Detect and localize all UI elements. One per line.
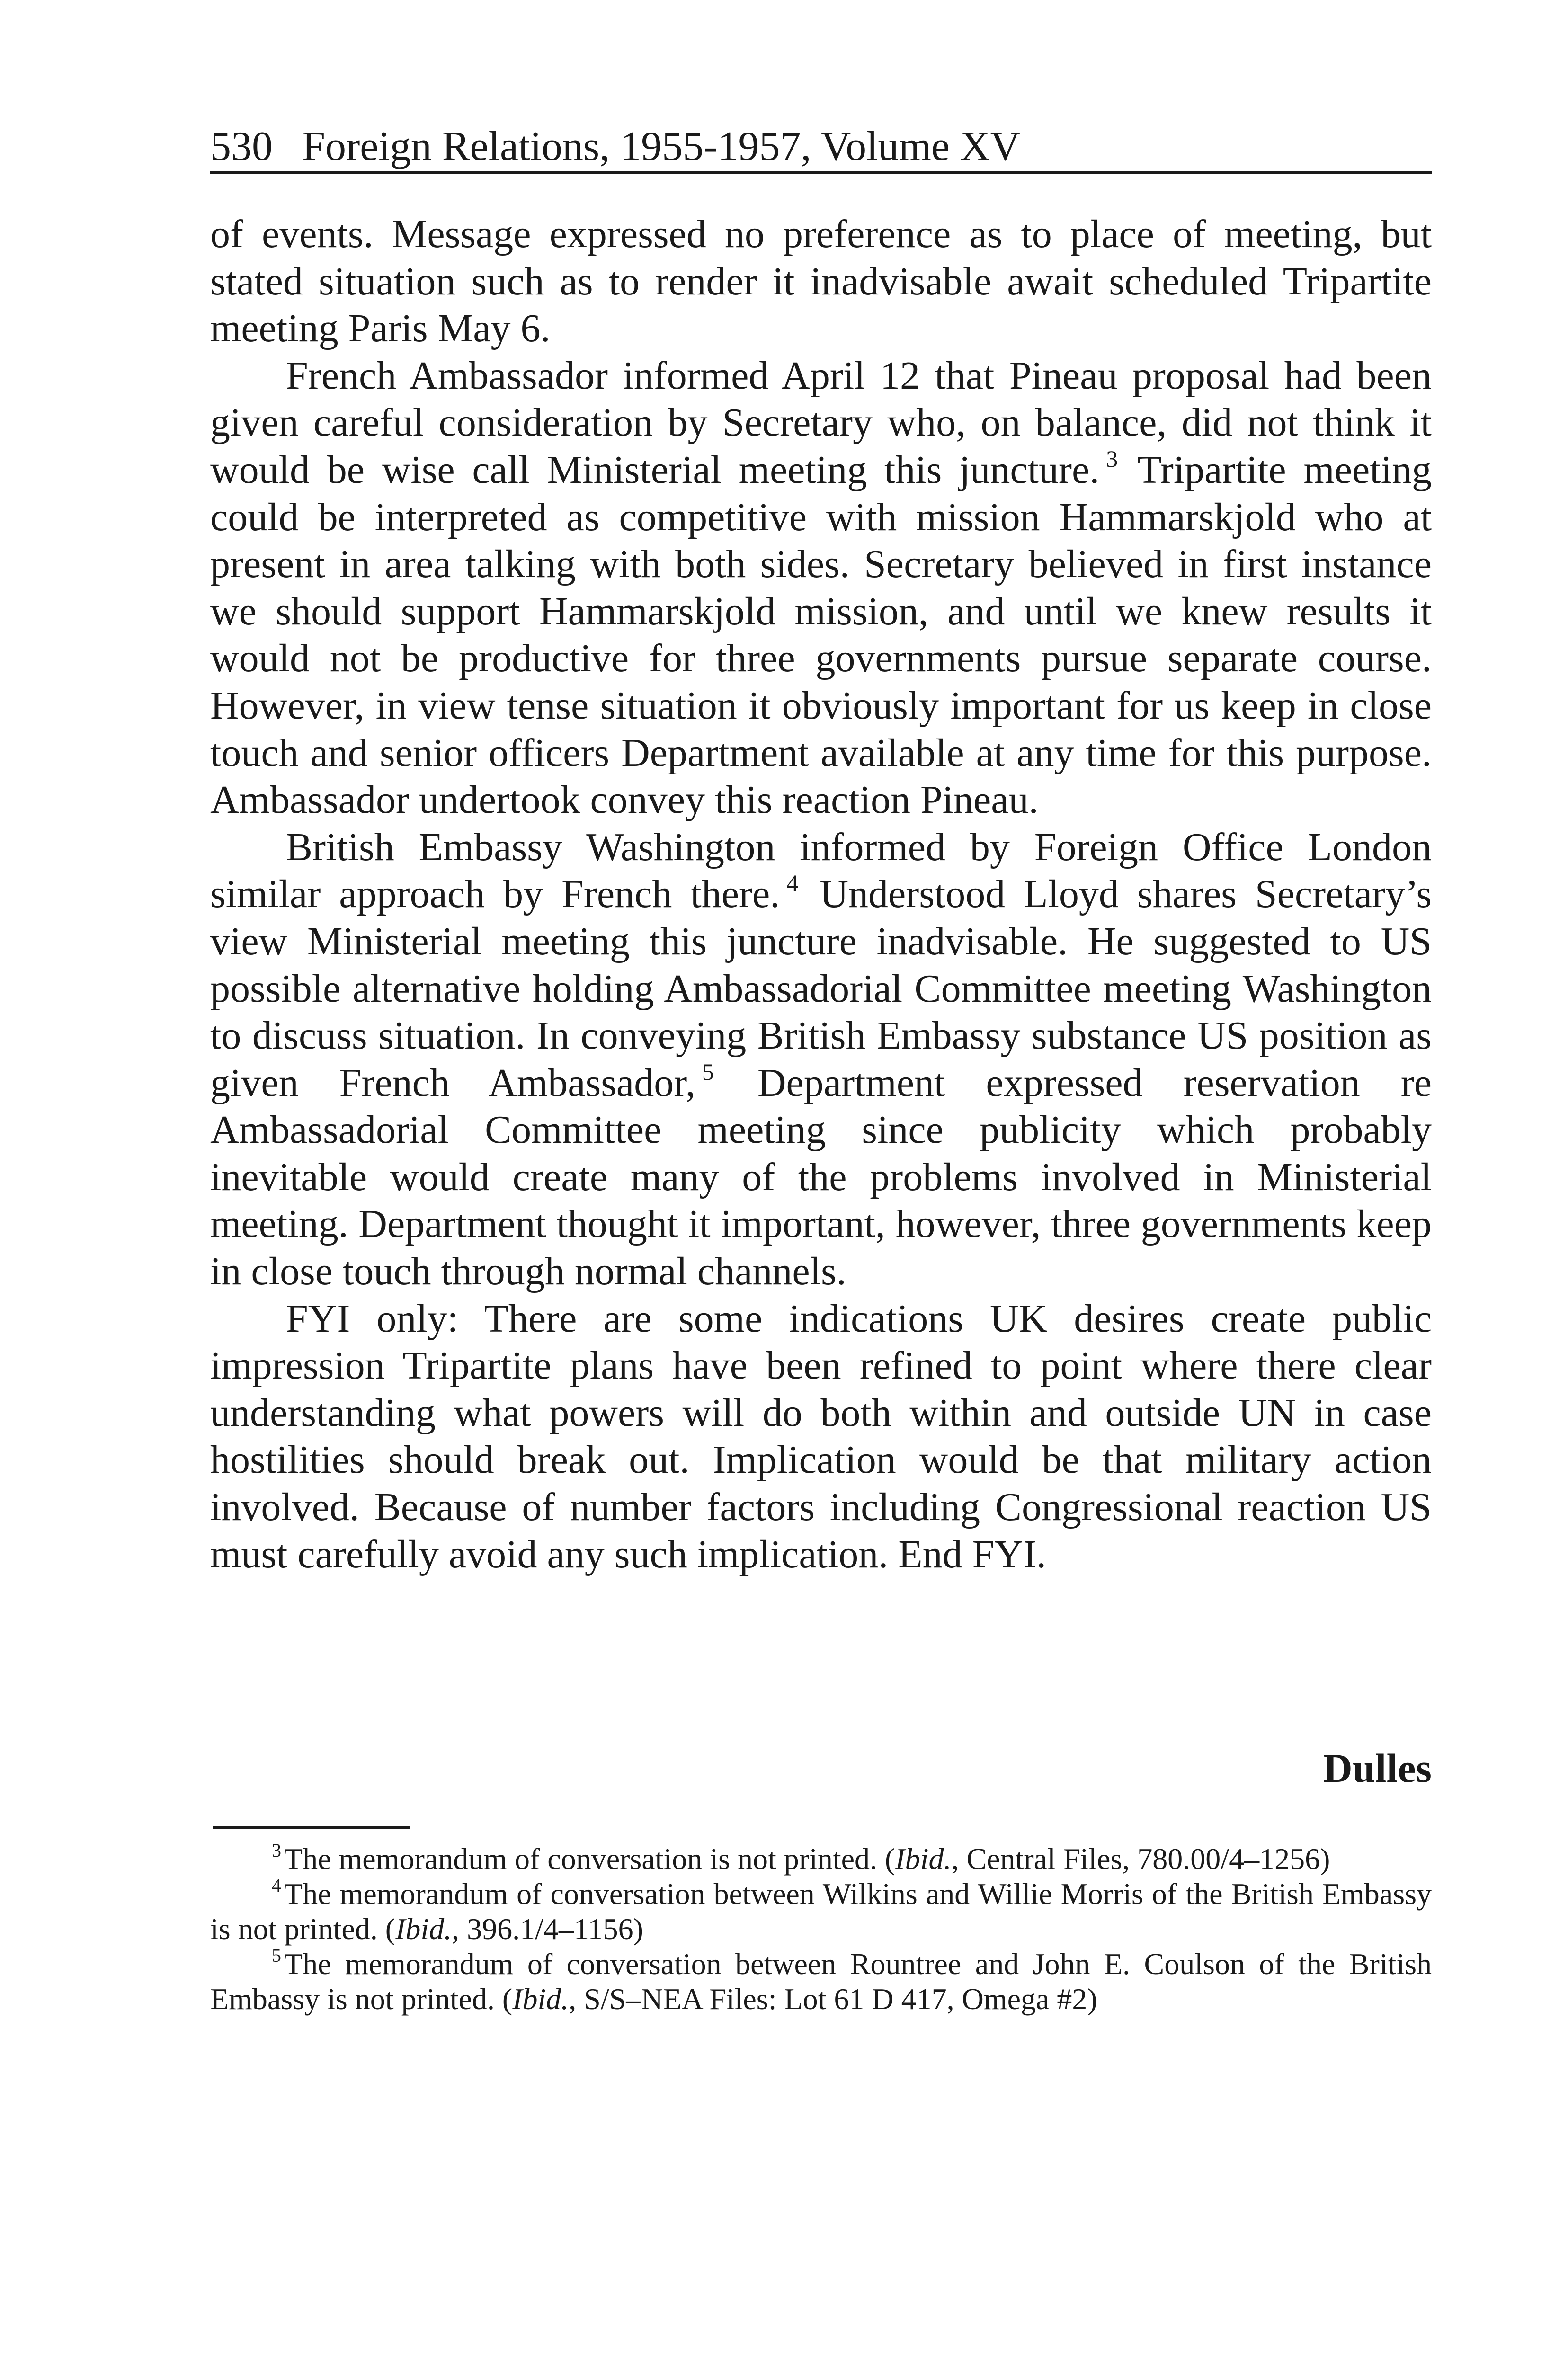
page-number: 530 <box>210 124 273 169</box>
paragraph-3: British Embassy Washington informed by Foreign Office London similar approach by French there. $^4$ Understood Lloyd shares Secretary’s view Ministerial meeting this juncture inadvisable. He suggested to US possible alternative holding Ambassadorial Committee meeting Washington to discuss situation. In conveying British Embassy substance US position as given French Ambassador, $^5$ Department expressed reservation re Ambassadorial Committee meeting since publicity which probably inevitable would create many of the problems involved in Ministerial meeting. Department thought it important, however, three governments keep in close touch through normal channels. <box>210 825 1432 1294</box>
footnote-ref-5[interactable]: 5 <box>702 1058 714 1085</box>
footnote-divider <box>213 1826 410 1829</box>
paragraph-4: FYI only: There are some indications UK desires create public impression Tripartite plans have been refined to point where there clear understanding what powers will do both within and outside UN in case hostilities should break out. Implication would be that military action involved. Because of number factors including Congressional reaction US must carefully avoid any such implication. End FYI. <box>210 1296 1432 1576</box>
footnote-ref-4[interactable]: 4 <box>786 870 799 897</box>
body-text <box>210 211 1432 1578</box>
footnote-number: 3 <box>272 1840 281 1861</box>
footnote-4: $^4$The memorandum of conversation between Wilkins and Willie Morris of the British Embassy is not printed. (Ibid., 396.1/4–1156) <box>210 1875 1432 1946</box>
footnote-number: 5 <box>272 1945 281 1966</box>
footnote-3: $^3$The memorandum of conversation is not printed. (Ibid., Central Files, 780.00/4–1256) <box>272 1840 1330 1876</box>
footnotes <box>210 1842 1432 2017</box>
running-title: Foreign Relations, 1955-1957, Volume XV <box>302 124 1021 169</box>
footnote-5: $^5$The memorandum of conversation between Rountree and John E. Coulson of the British Embassy is not printed. (Ibid., S/S–NEA Files: Lot 61 D 417, Omega #2) <box>210 1945 1432 2016</box>
footnote-number: 4 <box>272 1875 281 1896</box>
running-header <box>210 122 1432 174</box>
footnote-ref-3[interactable]: 3 <box>1106 445 1118 472</box>
paragraph-2: French Ambassador informed April 12 that Pineau proposal had been given careful consideration by Secretary who, on balance, did not think it would be wise call Ministerial meeting this juncture. $^3$ Tripartite meeting could be interpreted as competitive with mission Hammarskjold who at present in area talking with both sides. Secretary believed in first instance we should support Hammarskjold mission, and until we knew results it would not be productive for three governments pursue separate course. However, in view tense situation it obviously important for us keep in close touch and senior officers Department available at any time for this purpose. Ambassador undertook convey this reaction Pineau. <box>210 353 1432 822</box>
paragraph-1: of events. Message expressed no preference as to place of meeting, but stated situation such as to render it inadvisable await scheduled Tripartite meeting Paris May 6. <box>210 212 1432 351</box>
signature: Dulles <box>1323 1745 1432 1791</box>
